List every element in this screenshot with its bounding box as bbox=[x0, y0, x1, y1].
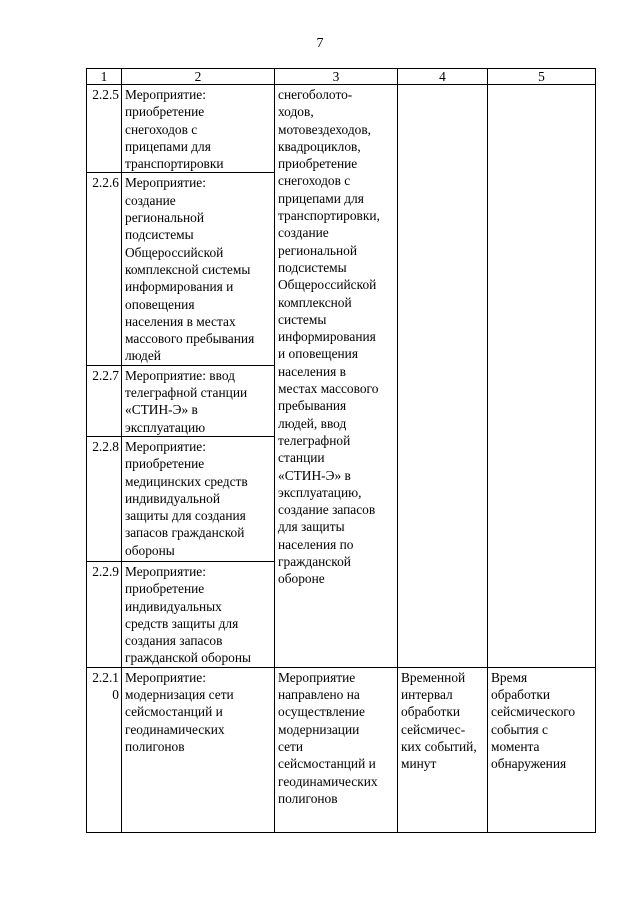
row-number: 2.2.7 bbox=[87, 365, 122, 436]
header-col-4: 4 bbox=[398, 69, 488, 85]
header-col-2: 2 bbox=[122, 69, 275, 85]
definition-cell: Время обработки сейсмического события с момента обнаружения bbox=[488, 667, 596, 832]
description-cell: Мероприятие направлено на осуществление модернизации сети сейсмостанций и геодинамических полигонов bbox=[275, 667, 398, 832]
event-cell: Мероприятие: модернизация сети сейсмостанций и геодинамических полигонов bbox=[122, 667, 275, 832]
row-number: 2.2.8 bbox=[87, 436, 122, 561]
table-row bbox=[87, 667, 596, 832]
row-number: 2.2.5 bbox=[87, 85, 122, 173]
header-col-1: 1 bbox=[87, 69, 122, 85]
event-cell: Мероприятие: приобретение медицинских средств индивидуальной защиты для создания запасов гражданской обороны bbox=[122, 436, 275, 561]
row-number: 2.2.6 bbox=[87, 173, 122, 365]
header-col-5: 5 bbox=[488, 69, 596, 85]
page-number: 7 bbox=[316, 36, 324, 51]
merged-indicator-cell bbox=[398, 85, 488, 668]
merged-definition-cell bbox=[488, 85, 596, 668]
event-cell: Мероприятие: ввод телеграфной станции «СТИН-Э» в эксплуатацию bbox=[122, 365, 275, 436]
table-row bbox=[87, 85, 596, 173]
event-cell: Мероприятие: приобретение снегоходов с прицепами для транспортировки bbox=[122, 85, 275, 173]
merged-description-cell: снегоболото- ходов, мотовездеходов, квадроциклов, приобретение снегоходов с прицепами для транспортировки, создание региональной подсистемы Общероссийской комплексной системы информирования и оповещения населения в местах массового пребывания людей, ввод телеграфной станции «СТИН-Э» в эксплуатацию, создание запасов для защиты населения по гражданской обороне bbox=[275, 85, 398, 668]
table-header-row bbox=[87, 69, 596, 85]
measures-table bbox=[86, 68, 596, 833]
indicator-cell: Временной интервал обработки сейсмичес- ких событий, минут bbox=[398, 667, 488, 832]
event-cell: Мероприятие: приобретение индивидуальных средств защиты для создания запасов гражданской обороны bbox=[122, 561, 275, 667]
row-number: 2.2.9 bbox=[87, 561, 122, 667]
row-number: 2.2.10 bbox=[87, 667, 122, 832]
header-col-3: 3 bbox=[275, 69, 398, 85]
event-cell: Мероприятие: создание региональной подсистемы Общероссийской комплексной системы информирования и оповещения населения в местах массового пребывания людей bbox=[122, 173, 275, 365]
